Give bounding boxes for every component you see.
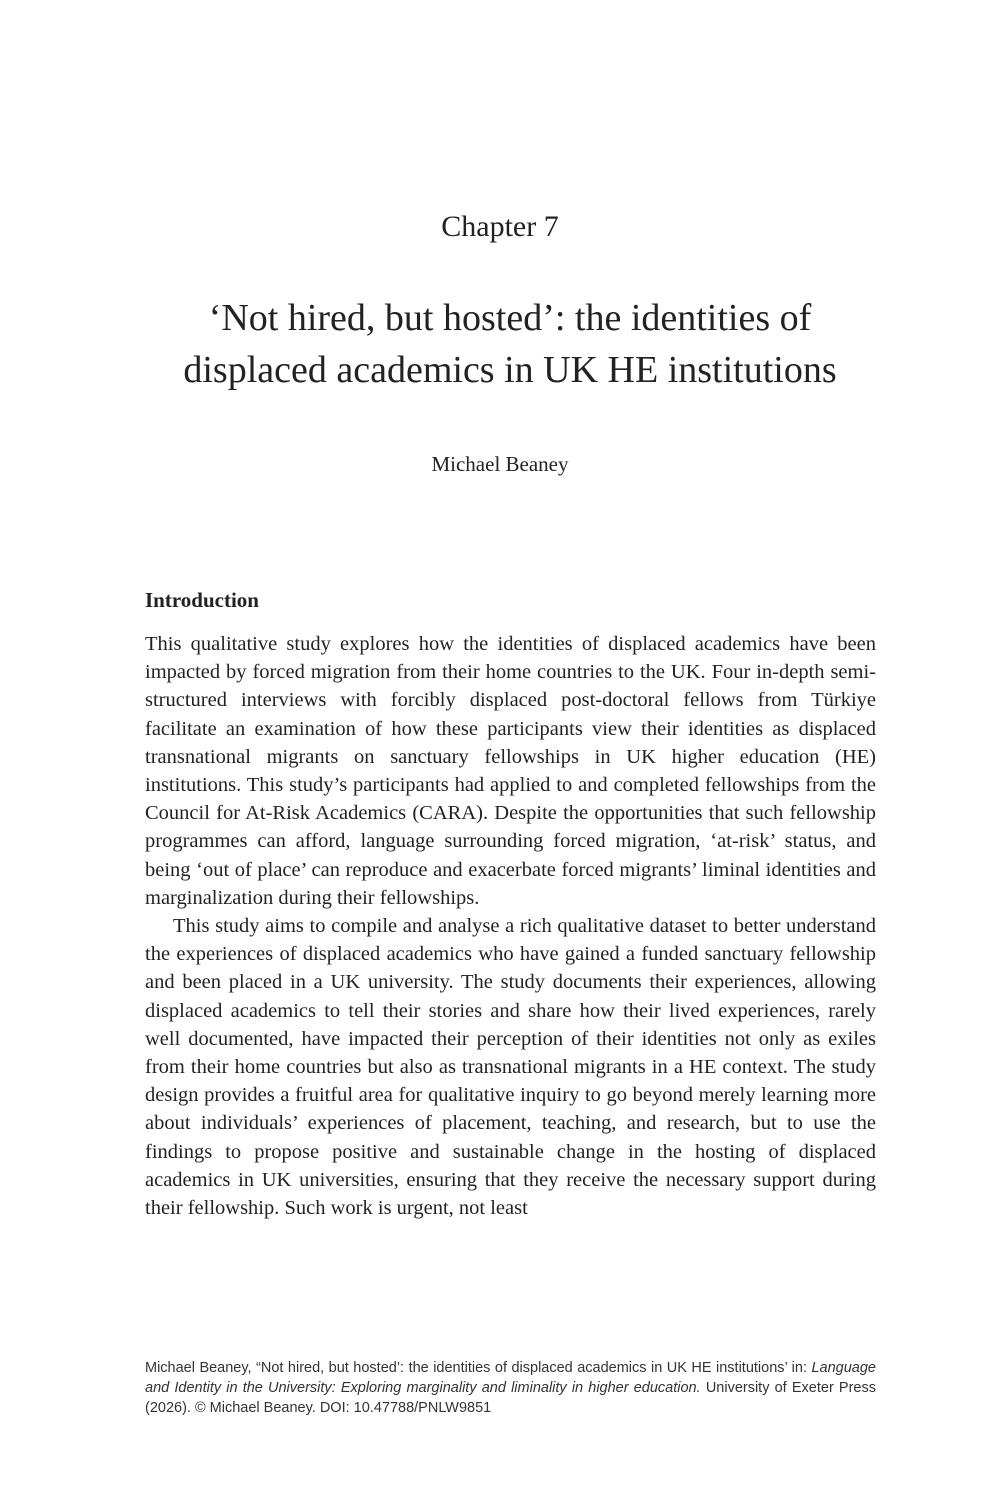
paragraph-2: This study aims to compile and analyse a rich qualitative dataset to better understand the experiences of displaced academics who have gained a funded sanctuary fellowship and been placed in a UK university. The study documents their experiences, allowing displaced academics to tell their stories and share how their lived experiences, rarely well documented, have impacted their perception of their identities not only as exiles from their home countries but also as transnational migrants in a HE context. The study design provides a fruitful area for qualitative inquiry to go beyond merely learning more about individuals’ experiences of placement, teaching, and research, but to use the findings to propose positive and sustainable change in the hosting of displaced academics in UK universities, ensuring that they receive the necessary support during their fellowship. Such work is urgent, not least (145, 915, 876, 1220)
paragraph-1: This qualitative study explores how the identities of displaced academics have been impacted by forced migration from their home countries to the UK. Four in-depth semi-structured interviews with forcibly displaced post-doctoral fellows from Türkiye facilitate an examination of how these participants view their identities as displaced transnational migrants on sanctuary fellowships in UK higher education (HE) institutions. This study’s participants had applied to and completed fellowships from the Council for At-Risk Academics (CARA). Despite the opportunities that such fellowship programmes can afford, language surrounding forced migration, ‘at-risk’ status, and being ‘out of place’ can reproduce and exacerbate forced migrants’ liminal identities and marginalization during their fellowships. (145, 633, 876, 909)
footnote-lead: Michael Beaney, “Not hired, but hosted’: the identities of displaced academics in UK HE institutions’ in: (145, 1360, 812, 1376)
body-text (145, 630, 876, 1222)
section-heading: Introduction (145, 588, 259, 612)
chapter-label: Chapter 7 (441, 210, 559, 243)
footnote-book-title: Language and Identity in the University: Exploring marginality and liminality in higher education. (145, 1360, 876, 1396)
chapter-author: Michael Beaney (431, 452, 569, 476)
chapter-title: ‘Not hired, but hosted’: the identities of displaced academics in UK HE institutions (183, 297, 837, 391)
citation-footnote (145, 1358, 876, 1418)
footnote-tail: University of Exeter Press (2026). © Michael Beaney. DOI: 10.47788/PNLW9851 (145, 1380, 877, 1416)
